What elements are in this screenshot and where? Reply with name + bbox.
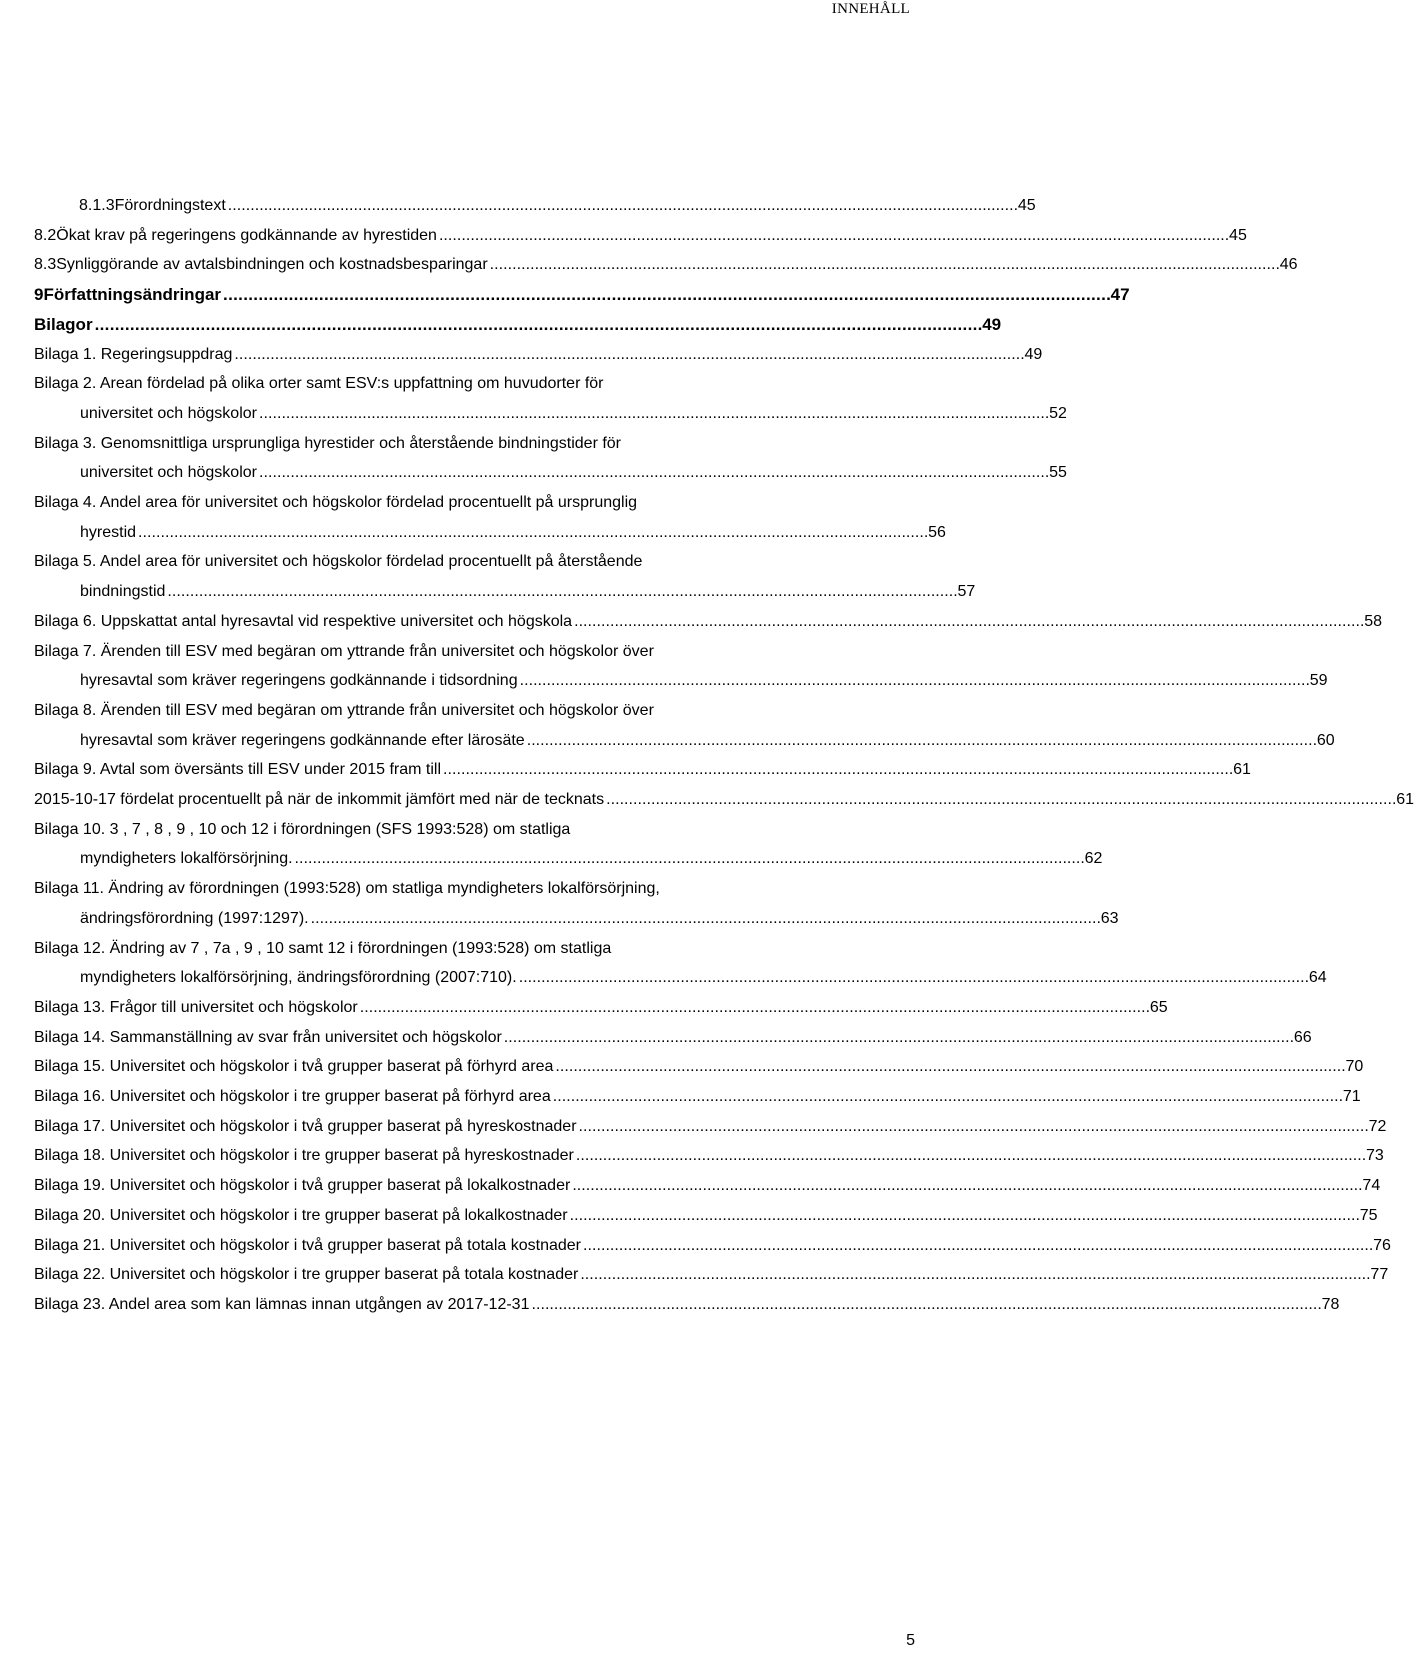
toc-page-number: 59 [1309,672,1328,690]
toc-entry[interactable] [34,1236,1391,1256]
dot-leader [259,404,1047,424]
toc-entry[interactable] [80,463,1067,483]
toc-entry[interactable] [34,1176,1381,1196]
toc-entry[interactable] [34,998,1168,1018]
toc-page-number: 77 [1370,1266,1389,1284]
dot-leader [606,790,1394,810]
dot-leader [570,1206,1358,1226]
toc-entry-title: Bilaga 2. Arean fördelad på olika orter samt ESV:s uppfattning om huvudorter för [34,375,604,393]
toc-entry-title: Bilaga 3. Genomsnittliga ursprungliga hyrestider och återstående bindningstider för [34,434,622,452]
toc-entry[interactable] [34,1265,1389,1285]
toc-entry[interactable] [34,1295,1340,1315]
toc-page-number: 71 [1342,1088,1361,1105]
dot-leader [259,463,1047,483]
dot-leader [234,345,1022,365]
dot-leader [574,612,1362,632]
toc-entry-continuation: hyresavtal som kräver regeringens godkännande i tidsordning [80,672,518,690]
toc-entry-title: Bilaga 16. Universitet och högskolor i tre grupper baserat på förhyrd area [34,1088,551,1105]
toc-page-number: 57 [957,583,976,601]
toc-entry[interactable] [34,285,1130,305]
toc-entry[interactable] [34,1206,1378,1226]
toc-entry-title: Bilaga 13. Frågor till universitet och högskolor [34,998,358,1016]
dot-leader [95,315,981,335]
toc-entry-title: 2015-10-17 fördelat procentuellt på när de inkommit jämfört med när de tecknats [34,791,605,808]
dot-leader [583,1236,1371,1256]
dot-leader [572,1176,1360,1196]
toc-entry[interactable] [80,523,946,543]
dot-leader [580,1265,1368,1285]
page-number: 5 [906,1632,915,1649]
toc-entry[interactable] [34,760,1251,780]
toc-page-number: 63 [1100,909,1119,927]
toc-page-number: 56 [928,523,946,541]
toc-entry-title: Bilaga 23. Andel area som kan lämnas innan utgången av 2017-12-31 [34,1295,530,1313]
toc-entry-title: Bilaga 4. Andel area för universitet och högskolor fördelad procentuellt på ursprunglig [34,494,638,511]
toc-entry-title: Bilaga 14. Sammanställning av svar från universitet och högskolor [34,1028,502,1046]
toc-entry[interactable] [34,314,1002,335]
toc-entry[interactable] [80,671,1328,691]
toc-page-number: 62 [1084,850,1103,868]
toc-entry-continuation: ändringsförordning (1997:1297). [80,909,309,927]
dot-leader [228,196,1016,216]
toc-entry-title: Bilaga 22. Universitet och högskolor i tre grupper baserat på totala kostnader [34,1266,579,1284]
dot-leader [579,1117,1367,1137]
toc-page-number: 78 [1321,1295,1340,1313]
dot-leader [520,671,1308,691]
toc-page-number: 45 [1017,197,1036,214]
toc-entry-number: 8.3 [34,256,57,274]
toc-page-number: 73 [1365,1147,1384,1165]
dot-leader [295,849,1083,869]
dot-leader [311,909,1099,929]
toc-entry-continuation: hyrestid [80,523,137,541]
toc-page-number: 61 [1233,761,1251,779]
toc-page-number: 46 [1279,256,1298,274]
toc-entry-title: Bilagor [34,314,93,334]
toc-entry-title: Bilaga 8. Ärenden till ESV med begäran om yttrande från universitet och högskolor över [34,701,654,719]
toc-page-number: 45 [1229,226,1247,244]
dot-leader [519,968,1307,988]
toc-page-number: 76 [1373,1236,1391,1254]
dot-leader [531,1295,1319,1315]
toc-entry-title: Förordningstext [114,197,226,214]
toc-entry-title: Ökat krav på regeringens godkännande av hyrestiden [56,226,437,244]
toc-entry-continuation: myndigheters lokalförsörjning. [80,850,293,868]
toc-entry-title: Bilaga 12. Ändring av 7 , 7a , 9 , 10 samt 12 i förordningen (1993:528) om statliga [34,939,612,957]
toc-page-number: 75 [1359,1206,1378,1224]
toc-entry[interactable] [34,1057,1364,1077]
toc-entry[interactable] [34,1028,1312,1048]
toc-entry[interactable] [80,968,1327,988]
toc-page-number: 58 [1364,612,1382,630]
toc-page-number: 74 [1362,1177,1381,1195]
toc-page-number: 52 [1049,404,1067,422]
dot-leader [504,1028,1292,1048]
dot-leader [527,731,1315,751]
toc-entry-title: Bilaga 7. Ärenden till ESV med begäran om yttrande från universitet och högskolor över [34,642,654,660]
toc-entry-title: Författningsändringar [43,285,222,305]
toc-page-number: 49 [982,314,1002,334]
toc-entry-number: 8.1.3 [79,197,115,214]
toc-entry-title: Bilaga 18. Universitet och högskolor i tre grupper baserat på hyreskostnader [34,1147,574,1165]
toc-entry[interactable] [34,612,1382,632]
dot-leader [443,760,1231,780]
toc-entry[interactable] [34,790,1414,810]
toc-entry-continuation: myndigheters lokalförsörjning, ändringsförordning (2007:710). [80,969,517,987]
toc-page-number: 60 [1316,731,1335,749]
toc-entry[interactable] [34,255,1298,275]
toc-entry[interactable] [80,731,1335,751]
toc-entry-title: Bilaga 15. Universitet och högskolor i två grupper baserat på förhyrd area [34,1058,554,1076]
toc-page-number: 65 [1149,998,1168,1016]
toc-page-number: 66 [1293,1028,1312,1046]
toc-page-number: 49 [1024,345,1043,363]
toc-entry[interactable] [80,404,1067,424]
toc-entry-continuation: hyresavtal som kräver regeringens godkännande efter lärosäte [80,731,525,749]
toc-entry[interactable] [80,849,1103,869]
dot-leader [490,255,1278,275]
toc-page-number: 61 [1396,791,1414,808]
toc-entry-title: Bilaga 21. Universitet och högskolor i två grupper baserat på totala kostnader [34,1236,581,1254]
toc-entry-title: Bilaga 1. Regeringsuppdrag [34,345,233,363]
toc-entry-continuation: universitet och högskolor [80,404,257,422]
toc-entry[interactable] [34,345,1043,365]
toc-entry[interactable] [80,582,976,602]
toc-entry-title: Bilaga 9. Avtal som översänts till ESV under 2015 fram till [34,761,442,779]
toc-page-number: 72 [1368,1117,1387,1135]
toc-page-number: 55 [1049,464,1067,482]
toc-entry-title: Bilaga 19. Universitet och högskolor i två grupper baserat på lokalkostnader [34,1177,571,1195]
dot-leader [555,1057,1343,1077]
dot-leader [138,523,926,543]
dot-leader [439,226,1227,246]
dot-leader [576,1146,1364,1166]
toc-page-number: 70 [1345,1058,1364,1076]
toc-entry-title: Synliggörande av avtalsbindningen och kostnadsbesparingar [56,256,488,274]
dot-leader [167,582,955,602]
toc-entry[interactable] [34,1117,1387,1137]
toc-page-number: 47 [1110,285,1130,305]
toc-entry-title: Bilaga 10. 3 , 7 , 8 , 9 , 10 och 12 i förordningen (SFS 1993:528) om statliga [34,820,571,838]
toc-entry-title: Bilaga 11. Ändring av förordningen (1993:528) om statliga myndigheters lokalförsörjning, [34,880,660,898]
toc-entry-title: Bilaga 20. Universitet och högskolor i tre grupper baserat på lokalkostnader [34,1206,568,1224]
toc-entry-title: Bilaga 17. Universitet och högskolor i två grupper baserat på hyreskostnader [34,1117,577,1135]
dot-leader [360,998,1148,1018]
toc-entry[interactable] [80,909,1119,929]
toc-entry-continuation: bindningstid [80,583,166,601]
toc-entry[interactable] [34,1146,1384,1166]
toc-entry-number: 8.2 [34,226,57,244]
toc-page-number: 64 [1308,969,1327,987]
toc-entry[interactable] [34,1087,1361,1107]
toc-entry-title: Bilaga 5. Andel area för universitet och högskolor fördelad procentuellt på återstående [34,553,643,571]
dot-leader [223,285,1109,305]
toc-entry-number: 9 [34,285,44,305]
toc-entry-title: Bilaga 6. Uppskattat antal hyresavtal vid respektive universitet och högskola [34,612,573,630]
toc-entry[interactable] [34,226,1247,246]
dot-leader [553,1087,1341,1107]
toc-entry[interactable] [79,196,1036,216]
toc-entry-continuation: universitet och högskolor [80,464,257,482]
running-header: INNEHÅLL [831,1,910,17]
